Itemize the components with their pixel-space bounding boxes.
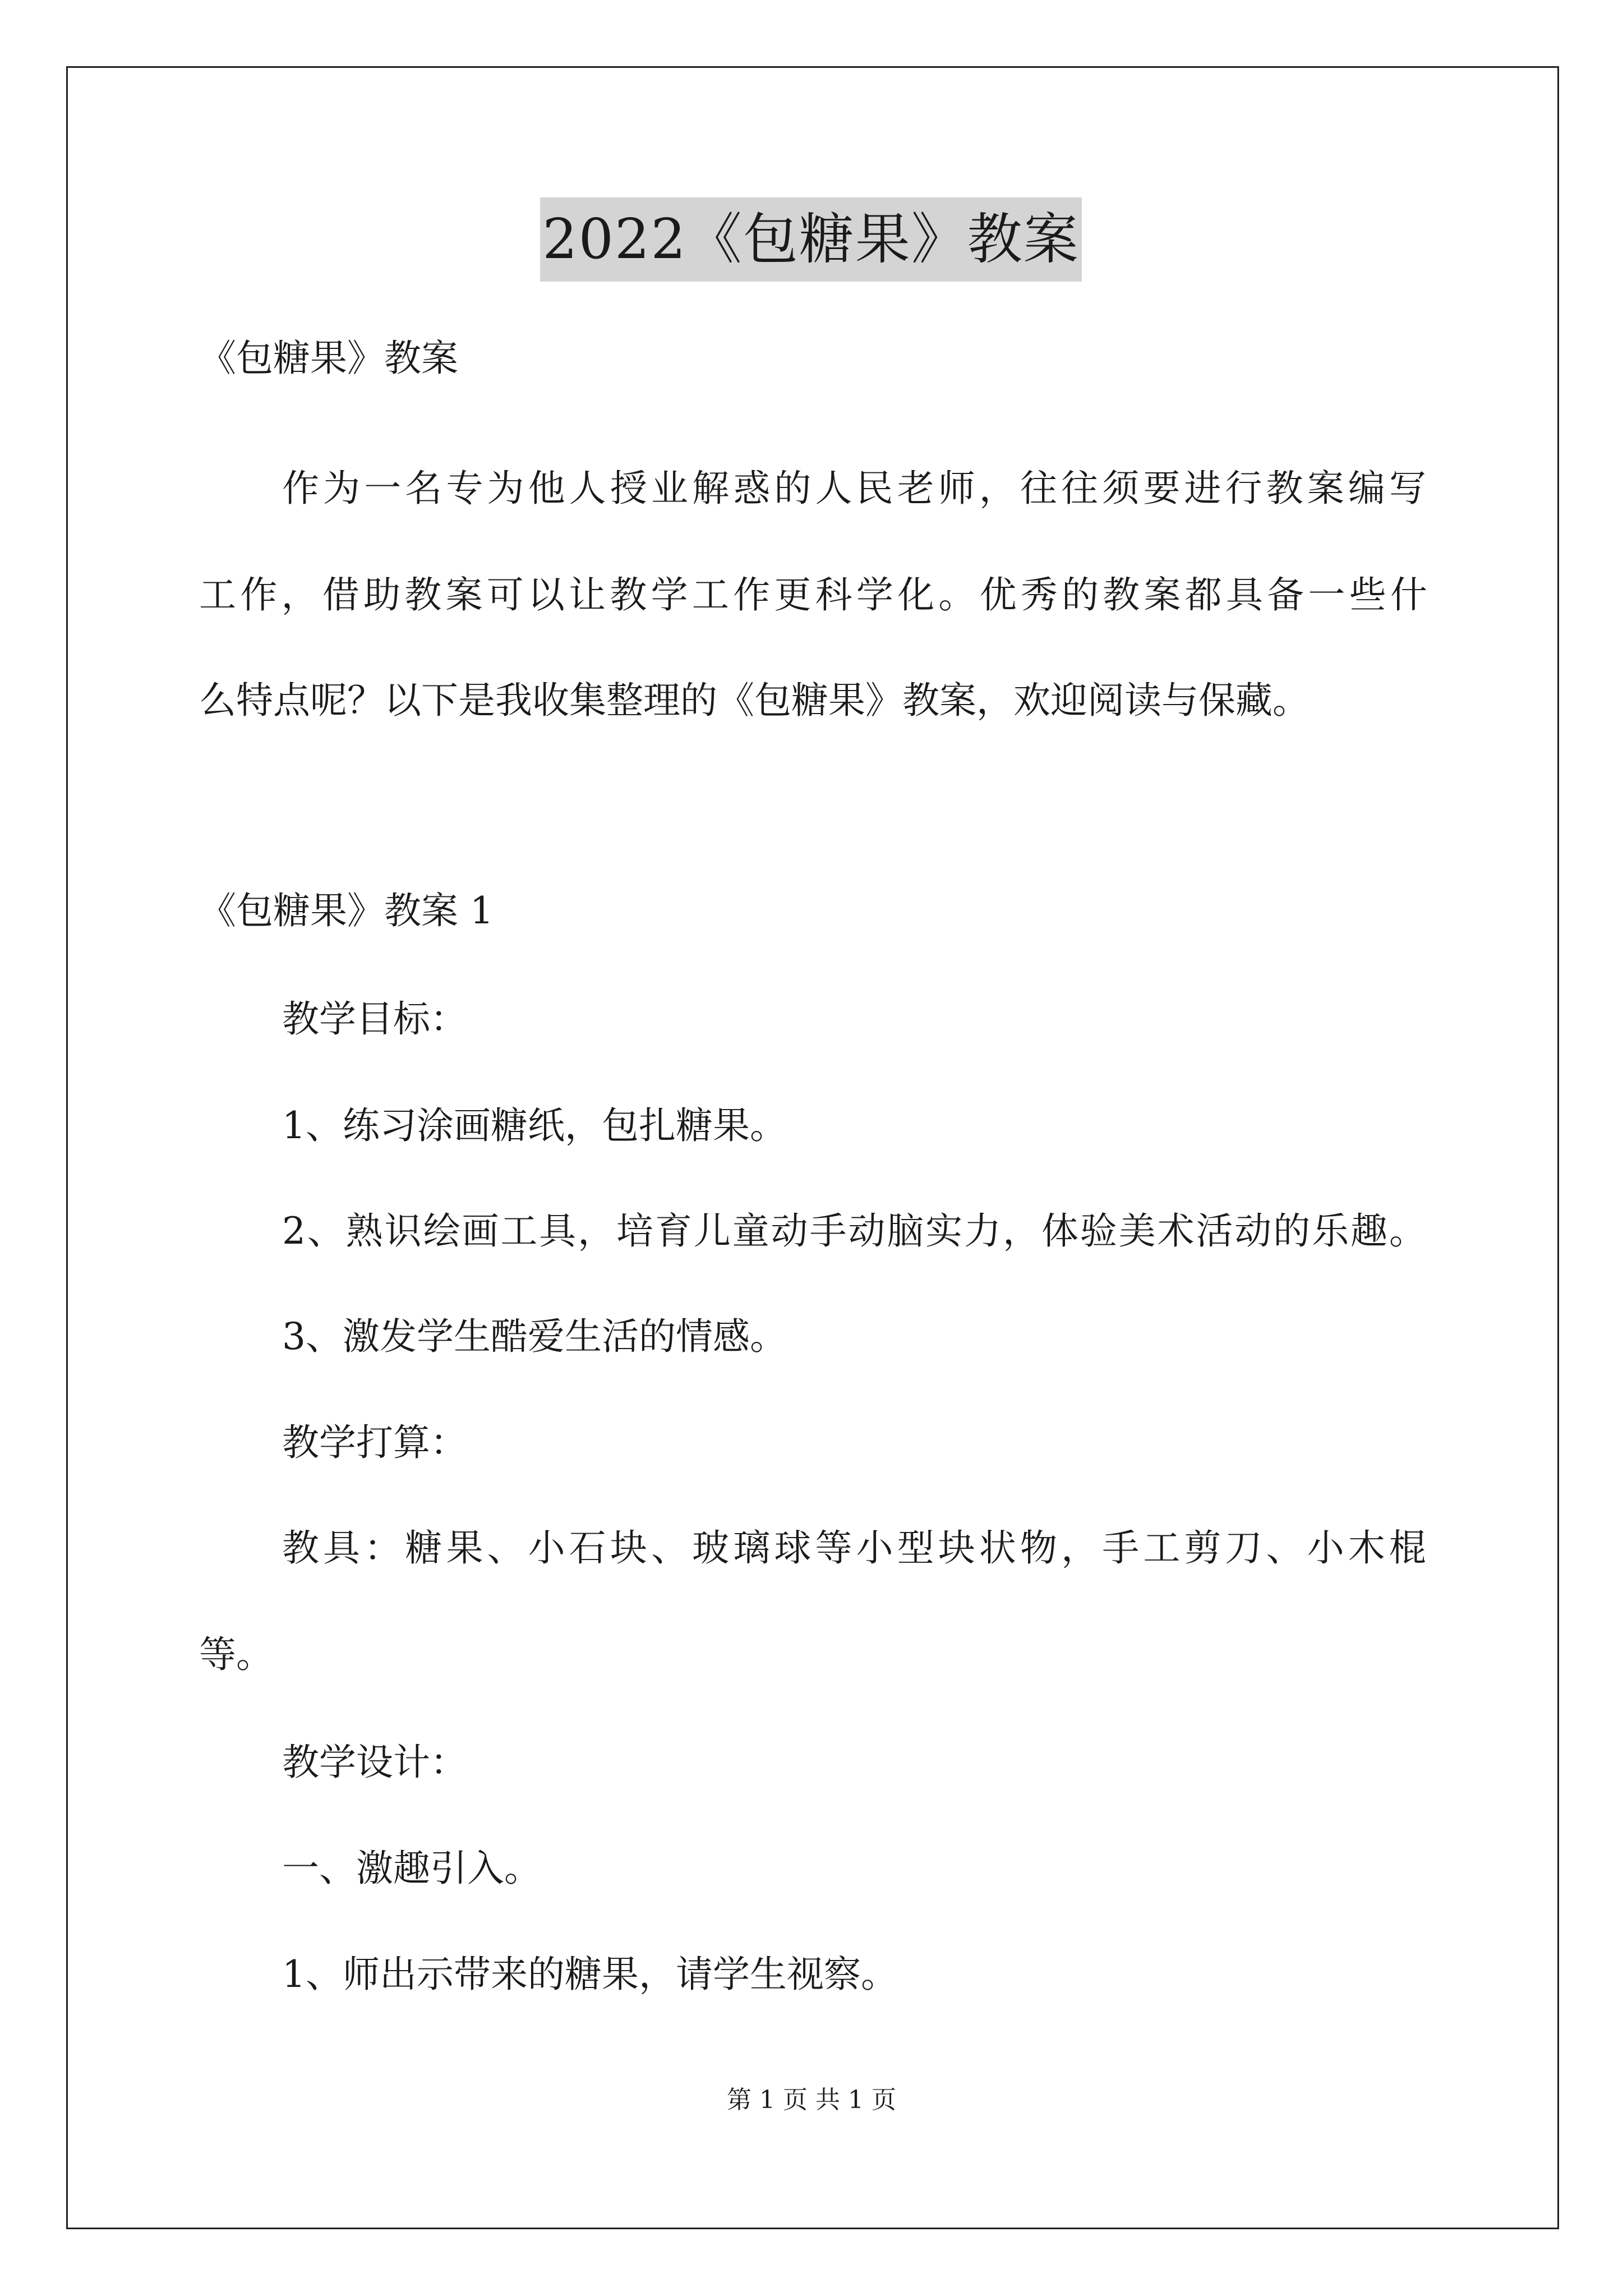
design-heading: 教学设计： <box>282 1741 467 1784</box>
design-step-item-1: 1、师出示带来的糖果，请学生视察。 <box>282 1953 898 1996</box>
objective-item-3: 3、激发学生酷爱生活的情感。 <box>282 1315 787 1358</box>
preparation-line-1: 教具：糖果、小石块、玻璃球等小型块状物，手工剪刀、小木棍 <box>282 1526 1426 1570</box>
paragraph-line-1: 作为一名专为他人授业解惑的人民老师，往往须要进行教案编写 <box>282 467 1426 510</box>
preparation-line-2: 等。 <box>199 1633 273 1676</box>
objective-item-1: 1、练习涂画糖纸，包扎糖果。 <box>282 1104 787 1147</box>
paragraph-line-2: 工作，借助教案可以让教学工作更科学化。优秀的教案都具备一些什 <box>199 573 1427 616</box>
paragraph-line-3: 么特点呢？以下是我收集整理的《包糖果》教案，欢迎阅读与保藏。 <box>199 679 1310 722</box>
design-step-heading: 一、激趣引入。 <box>282 1847 541 1890</box>
preparation-heading: 教学打算： <box>282 1421 467 1464</box>
subtitle-line: 《包糖果》教案 <box>199 337 458 380</box>
page-footer: 第 1 页 共 1 页 <box>727 2086 896 2114</box>
document-title: 2022《包糖果》教案 <box>540 197 1082 282</box>
section-heading: 《包糖果》教案 1 <box>199 889 494 932</box>
objective-item-2: 2、熟识绘画工具，培育儿童动手动脑实力，体验美术活动的乐趣。 <box>282 1209 1426 1253</box>
objectives-heading: 教学目标： <box>282 997 467 1041</box>
